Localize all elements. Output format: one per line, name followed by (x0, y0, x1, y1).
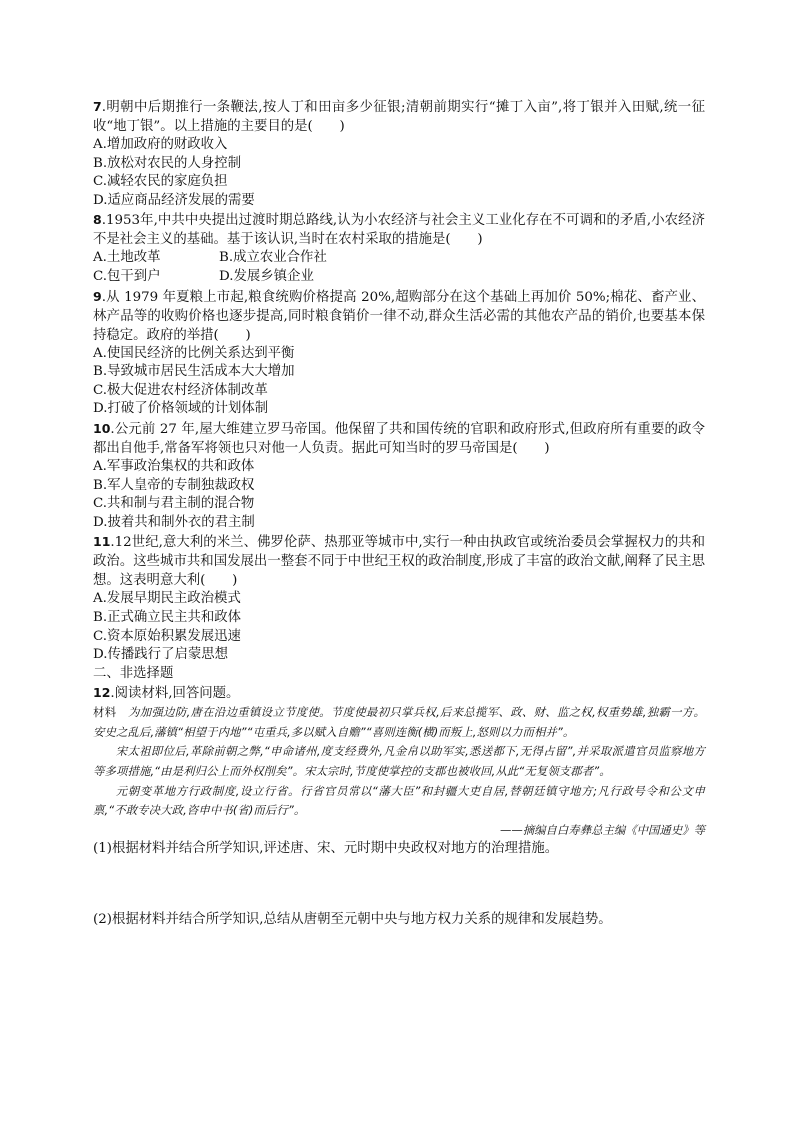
question-number: 7 (93, 99, 102, 114)
option-c: C.共和制与君主制的混合物 (93, 496, 255, 512)
option-a: A.军事政治集权的共和政体 (93, 458, 255, 474)
question-number: 8 (93, 212, 102, 228)
sub-question-1: (1)根据材料并结合所学知识,评述唐、宋、元时期中央政权对地方的治理措施。 (93, 840, 559, 856)
sub-question-2: (2)根据材料并结合所学知识,总结从唐朝至元朝中央与地方权力关系的规律和发展趋势。 (93, 911, 612, 927)
question-text: .公元前 27 年,屋大维建立罗马帝国。他保留了共和国传统的官职和政府形式,但政府所有重要的政令都出自他手,常备军将领也只对他一人负责。据此可知当时的罗马帝国是( ) (93, 421, 705, 456)
question-12-stem (93, 683, 705, 703)
option-d: D.传播践行了启蒙思想 (93, 647, 229, 663)
question-10-stem (93, 419, 705, 458)
option-a: A.增加政府的财政收入 (93, 137, 228, 152)
question-number: 10 (93, 420, 111, 436)
option-b: B.成立农业合作社 (219, 250, 327, 266)
option-b: B.军人皇帝的专制独裁政权 (93, 477, 255, 493)
material-paragraph-3: 元朝变革地方行政制度,设立行省。行省官员常以“藩大臣”和封疆大吏自居,替朝廷镇守地方;凡行政号令和公文申禀,“不敢专决大政,咨申中书(省)而后行”。 (93, 783, 705, 818)
question-9 (93, 287, 705, 419)
material-paragraph-1 (93, 703, 705, 742)
option-row (93, 268, 705, 287)
question-7-stem (93, 97, 705, 136)
material-label: 材料 (93, 705, 129, 720)
question-12 (93, 683, 705, 929)
answer-space[interactable] (93, 858, 705, 910)
option-c: C.资本原始积累发展迅速 (93, 628, 241, 644)
question-8-stem (93, 210, 705, 249)
option-d: D.打破了价格领域的计划体制 (93, 401, 269, 417)
question-number: 12 (93, 685, 111, 701)
option-b: B.正式确立民主共和政体 (93, 609, 242, 625)
question-10 (93, 419, 705, 532)
question-8 (93, 210, 705, 286)
question-text: .12世纪,意大利的米兰、佛罗伦萨、热那亚等城市中,实行一种由执政官或统治委员会掌握权力的共和政治。这些城市共和国发展出一整套不同于中世纪王权的政治制度,形成了丰富的政治文献,阐释了民主思想。这表明意大利( ) (93, 535, 705, 589)
option-row (93, 249, 705, 268)
material-source: ——摘编自白寿彝总主编《中国通史》等 (499, 822, 705, 837)
question-number: 9 (93, 288, 102, 304)
material-text: 为加强边防,唐在沿边重镇设立节度使。节度使最初只掌兵权,后来总揽军、政、财、监之权,权重势雄,独霸一方。安史之乱后,藩镇“相望于内地”“屯重兵,多以赋入自赡”“喜则连衡(横)而叛上,怒则以力而相并”。 (93, 705, 705, 739)
option-a: A.发展早期民主政治模式 (93, 591, 241, 607)
question-11 (93, 532, 705, 664)
section-title: 二、非选择题 (93, 665, 174, 681)
option-a: A.使国民经济的比例关系达到平衡 (93, 345, 295, 361)
material-paragraph-2: 宋太祖即位后,革除前朝之弊,“申命诸州,度支经费外,凡金帛以助军实,悉送都下,无得占留”,并采取派遣官员监察地方等多项措施,“由是利归公上而外权削矣”。宋太宗时,节度使掌控的支郡也被收回,从此“无复领支郡者”。 (93, 744, 705, 779)
question-text: .明朝中后期推行一条鞭法,按人丁和田亩多少征银;清朝前期实行“摊丁入亩”,将丁银并入田赋,统一征收“地丁银”。以上措施的主要目的是( ) (93, 100, 705, 134)
question-11-stem (93, 532, 705, 590)
option-d: D.适应商品经济发展的需要 (93, 192, 255, 208)
question-number: 11 (93, 534, 111, 550)
option-c: C.包干到户 (93, 268, 161, 284)
option-c: C.极大促进农村经济体制改革 (93, 382, 268, 398)
question-7 (93, 97, 705, 210)
question-text: .1953年,中共中央提出过渡时期总路线,认为小农经济与社会主义工业化存在不可调和的矛盾,小农经济不是社会主义的基础。基于该认识,当时在农村采取的措施是( ) (93, 213, 705, 248)
option-d: D.披着共和制外衣的君主制 (93, 514, 255, 530)
question-text: .阅读材料,回答问题。 (110, 686, 240, 702)
question-text: .从 1979 年夏粮上市起,粮食统购价格提高 20%,超购部分在这个基础上再加价 50%;棉花、畜产业、林产品等的收购价格也逐步提高,同时粮食销价一律不动,群众生活必需的其他农产品的销价,也要基本保持稳定。政府的举措( ) (93, 289, 705, 343)
option-d: D.发展乡镇企业 (219, 268, 314, 284)
option-a: A.土地改革 (93, 250, 161, 266)
exam-page (93, 97, 705, 929)
option-b: B.放松对农民的人身控制 (93, 155, 242, 171)
question-9-stem (93, 287, 705, 345)
option-b: B.导致城市居民生活成本大大增加 (93, 364, 295, 380)
option-c: C.减轻农民的家庭负担 (93, 174, 228, 190)
